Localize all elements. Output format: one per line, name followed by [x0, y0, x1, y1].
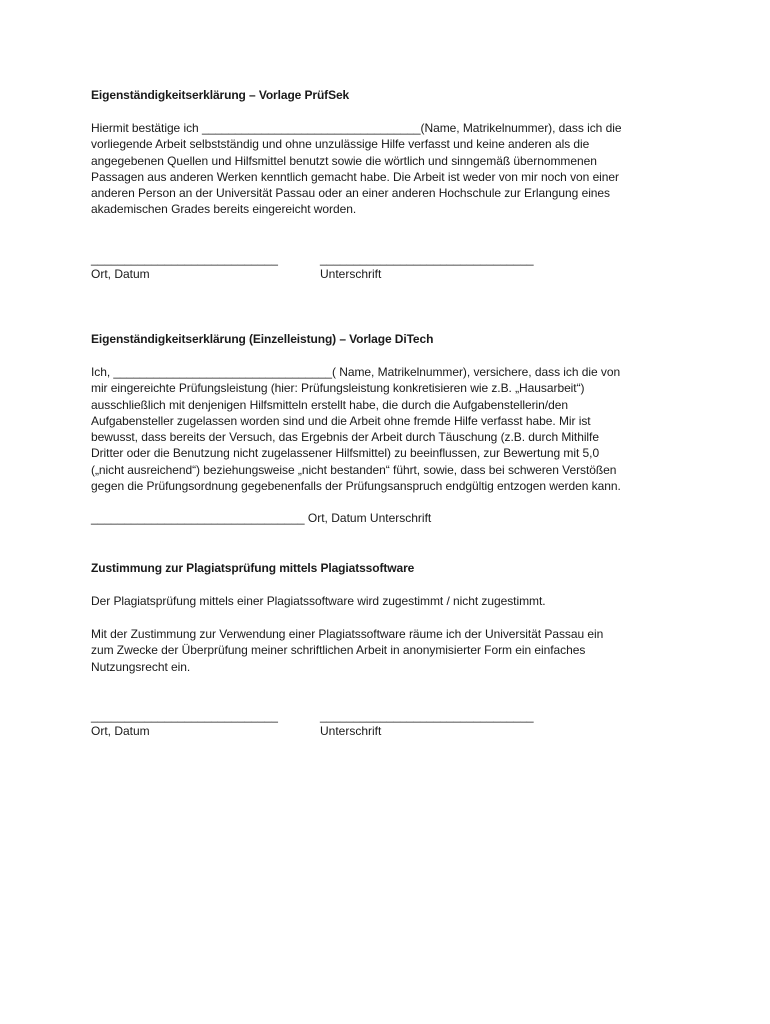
section2-line: gegen die Prüfungsordnung gegebenenfalls der Prüfungsanspruch endgültig entzogen werden kann.: [91, 479, 621, 494]
section1-signature-blank: ________________________________: [320, 252, 534, 266]
section3-place-date-blank: ____________________________: [91, 709, 278, 723]
section2-line: bewusst, dass bereits der Versuch, das Ergebnis der Arbeit durch Täuschung (z.B. durch Mithilfe: [91, 430, 599, 445]
section2-line: Ich, _________________________________( Name, Matrikelnummer), versichere, dass ich die von: [91, 365, 621, 379]
section1-place-date-blank: ____________________________: [91, 252, 278, 266]
section3-line: zum Zwecke der Überprüfung meiner schriftlichen Arbeit in anonymisierter Form ein einfaches: [91, 643, 586, 658]
section2-heading: Eigenständigkeitserklärung (Einzelleistung) – Vorlage DiTech: [91, 332, 434, 346]
section2-line: Aufgabensteller zugelassen worden sind und die Arbeit ohne fremde Hilfe verfasst habe. Mir ist: [91, 413, 591, 428]
section3-place-date-label: Ort, Datum: [91, 724, 150, 738]
section1-line: Passagen aus anderen Werken kenntlich gemacht habe. Die Arbeit ist weder von mir noch von einer: [91, 169, 619, 184]
section2-line: („nicht ausreichend“) beziehungsweise „nicht bestanden“ führt, sowie, dass bei schweren Verstößen: [91, 462, 617, 477]
section3-line: Nutzungsrecht ein.: [91, 659, 191, 674]
section3-paragraph: [91, 626, 681, 675]
section1-heading: Eigenständigkeitserklärung – Vorlage PrüfSek: [91, 88, 350, 102]
section3-signature-label: Unterschrift: [320, 724, 382, 738]
section1-line: vorliegende Arbeit selbstständig und ohne unzulässige Hilfe verfasst und keine anderen als die: [91, 137, 590, 152]
section1-line: anderen Person an der Universität Passau oder an einer anderen Hochschule zur Erlangung eines: [91, 186, 611, 201]
section1-line: akademischen Grades bereits eingereicht worden.: [91, 202, 357, 217]
section3-signature-blank: ________________________________: [320, 709, 534, 723]
section3-line: Mit der Zustimmung zur Verwendung einer Plagiatssoftware räume ich der Universität Passau ein: [91, 627, 604, 641]
section2-paragraph: [91, 364, 681, 494]
section1-place-date-label: Ort, Datum: [91, 267, 150, 281]
section2-line: ausschließlich mit denjenigen Hilfsmitteln erstellt habe, die durch die Aufgabenstellerin/den: [91, 397, 568, 412]
section3-heading: Zustimmung zur Plagiatsprüfung mittels Plagiatssoftware: [91, 561, 415, 575]
section1-signature-label: Unterschrift: [320, 267, 382, 281]
section2-line: Dritter oder die Benutzung nicht zugelassener Hilfsmittel) zu beeinflussen, zur Bewertung mit 5,0: [91, 446, 600, 461]
section1-line: angegebenen Quellen und Hilfsmittel benutzt sowie die wörtlich und sinngemäß übernommenen: [91, 153, 597, 168]
section2-line: mir eingereichte Prüfungsleistung (hier: Prüfungsleistung konkretisieren wie z.B. „Hausarbeit“): [91, 381, 585, 396]
section3-consent-line: [91, 593, 681, 609]
section1-paragraph: [91, 120, 681, 218]
section2-signature-line: ________________________________ Ort, Datum Unterschrift: [91, 511, 432, 525]
section3-consent-text: Der Plagiatsprüfung mittels einer Plagiatssoftware wird zugestimmt / nicht zugestimmt.: [91, 594, 546, 608]
section1-line: Hiermit bestätige ich _________________________________(Name, Matrikelnummer), dass ich die: [91, 121, 622, 135]
